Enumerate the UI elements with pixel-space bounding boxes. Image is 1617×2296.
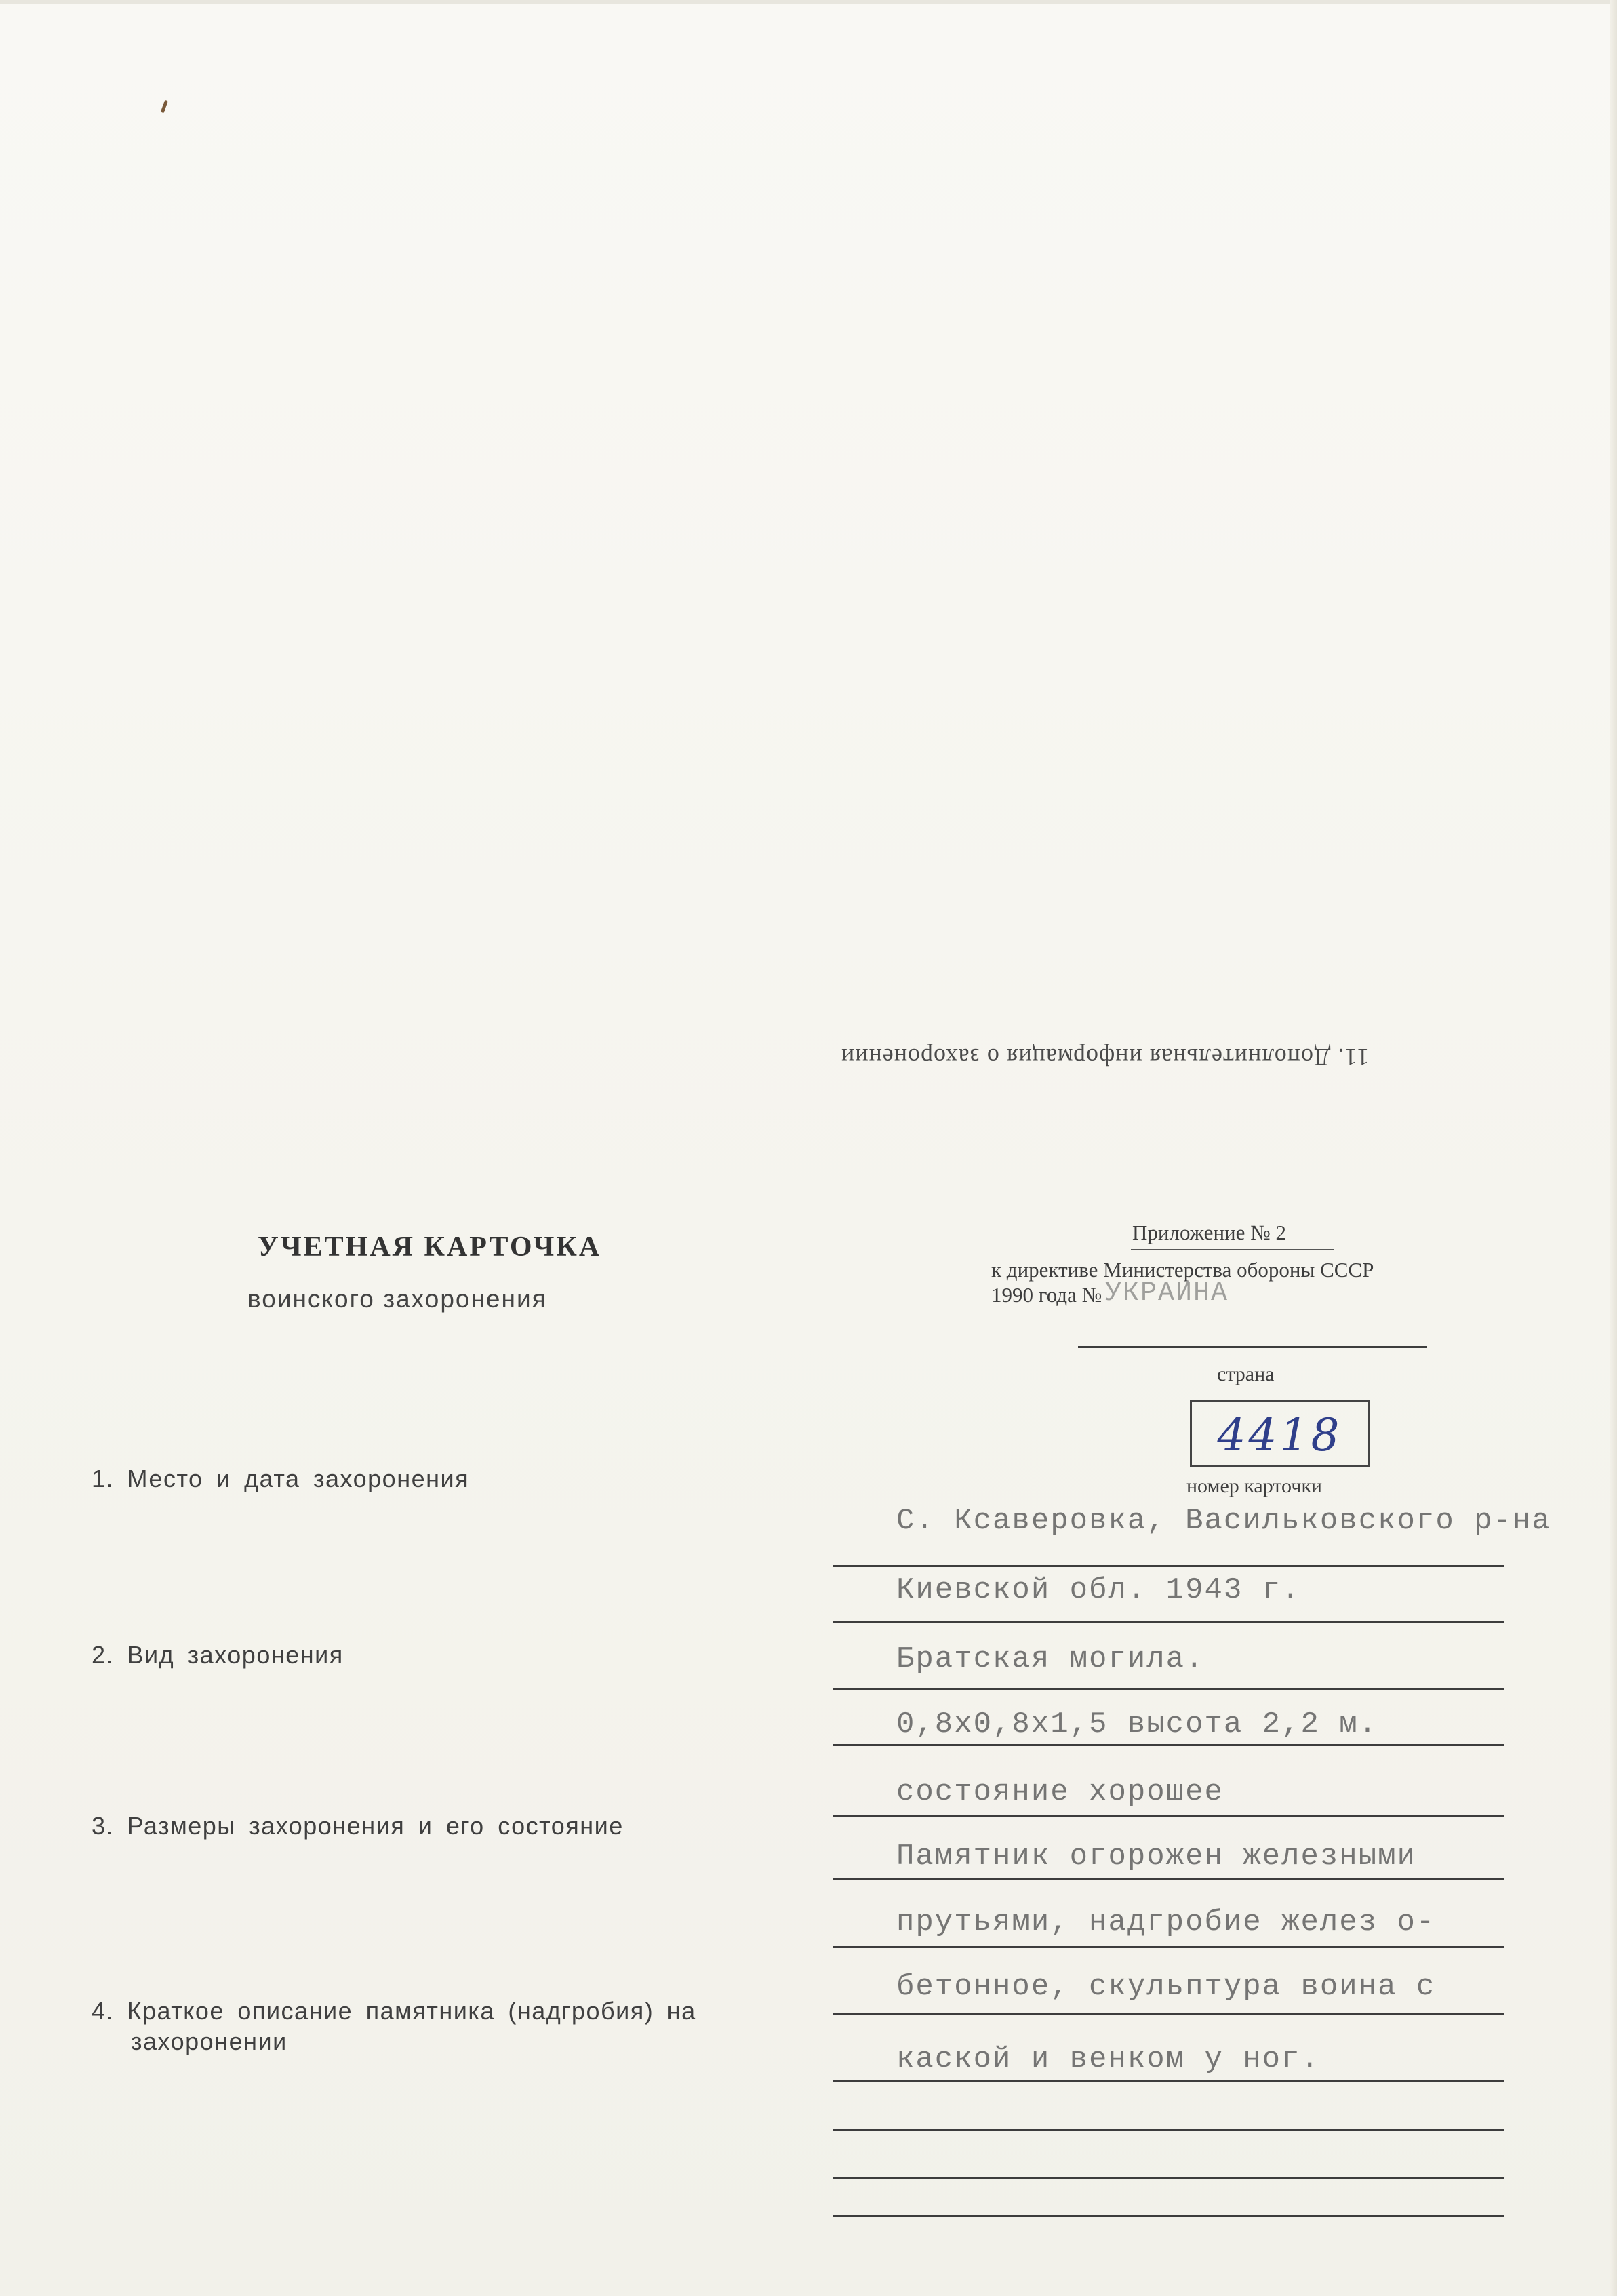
typed-line: Братская могила. (896, 1642, 1205, 1676)
directive-line-1: к директиве Министерства обороны СССР (991, 1258, 1374, 1282)
country-value: УКРАИНА (1105, 1278, 1229, 1309)
answer-rule (833, 1815, 1504, 1817)
field-label-description: 4. Краткое описание памятника (надгробия) на (92, 1997, 696, 2025)
answer-rule (833, 1878, 1504, 1880)
typed-line: каской и венком у ног. (896, 2042, 1320, 2076)
rotated-heading: 11. Дополнительная информация о захоронении (841, 1044, 1370, 1071)
card-number-box (1190, 1400, 1370, 1467)
appendix-title-underline (1131, 1249, 1334, 1250)
answer-rule (833, 1621, 1504, 1623)
appendix-title: Приложение № 2 (1132, 1221, 1286, 1244)
typed-line: Памятник огорожен железными (896, 1840, 1416, 1874)
field-label-place-date: 1. Место и дата захоронения (92, 1465, 470, 1492)
answer-rule (833, 2215, 1504, 2217)
typed-line: прутьями, надгробие желез о- (896, 1905, 1436, 1939)
typed-line: состояние хорошее (896, 1775, 1224, 1809)
answer-rule (833, 2080, 1504, 2082)
answer-rule (833, 2129, 1504, 2131)
directive-line-2: 1990 года № (991, 1283, 1102, 1307)
card-number-value: 4418 (1217, 1409, 1342, 1461)
answer-rule (833, 1744, 1504, 1746)
answer-rule (833, 1688, 1504, 1690)
answer-rule (833, 2013, 1504, 2015)
answer-rule (833, 2177, 1504, 2179)
card-number-label: номер карточки (1186, 1475, 1322, 1497)
paper-speck (161, 100, 168, 113)
field-label-type: 2. Вид захоронения (92, 1641, 344, 1669)
page-edge-right (1610, 0, 1617, 2296)
typed-line: С. Ксаверовка, Васильковского р-на (896, 1504, 1551, 1538)
field-label-size-condition: 3. Размеры захоронения и его состояние (92, 1812, 624, 1840)
field-label-description-cont: захоронении (131, 2027, 287, 2055)
typed-line: бетонное, скульптура воина с (896, 1970, 1436, 2004)
answer-rule (833, 1946, 1504, 1948)
country-underline (1078, 1346, 1427, 1348)
page-edge-top (0, 0, 1617, 4)
typed-line: Киевской обл. 1943 г. (896, 1573, 1301, 1607)
answer-rule (833, 1565, 1504, 1567)
card-subtitle: воинского захоронения (247, 1285, 547, 1313)
typed-line: 0,8х0,8х1,5 высота 2,2 м. (896, 1707, 1378, 1741)
country-label: страна (1217, 1363, 1275, 1385)
card-title: УЧЕТНАЯ КАРТОЧКА (258, 1231, 602, 1263)
